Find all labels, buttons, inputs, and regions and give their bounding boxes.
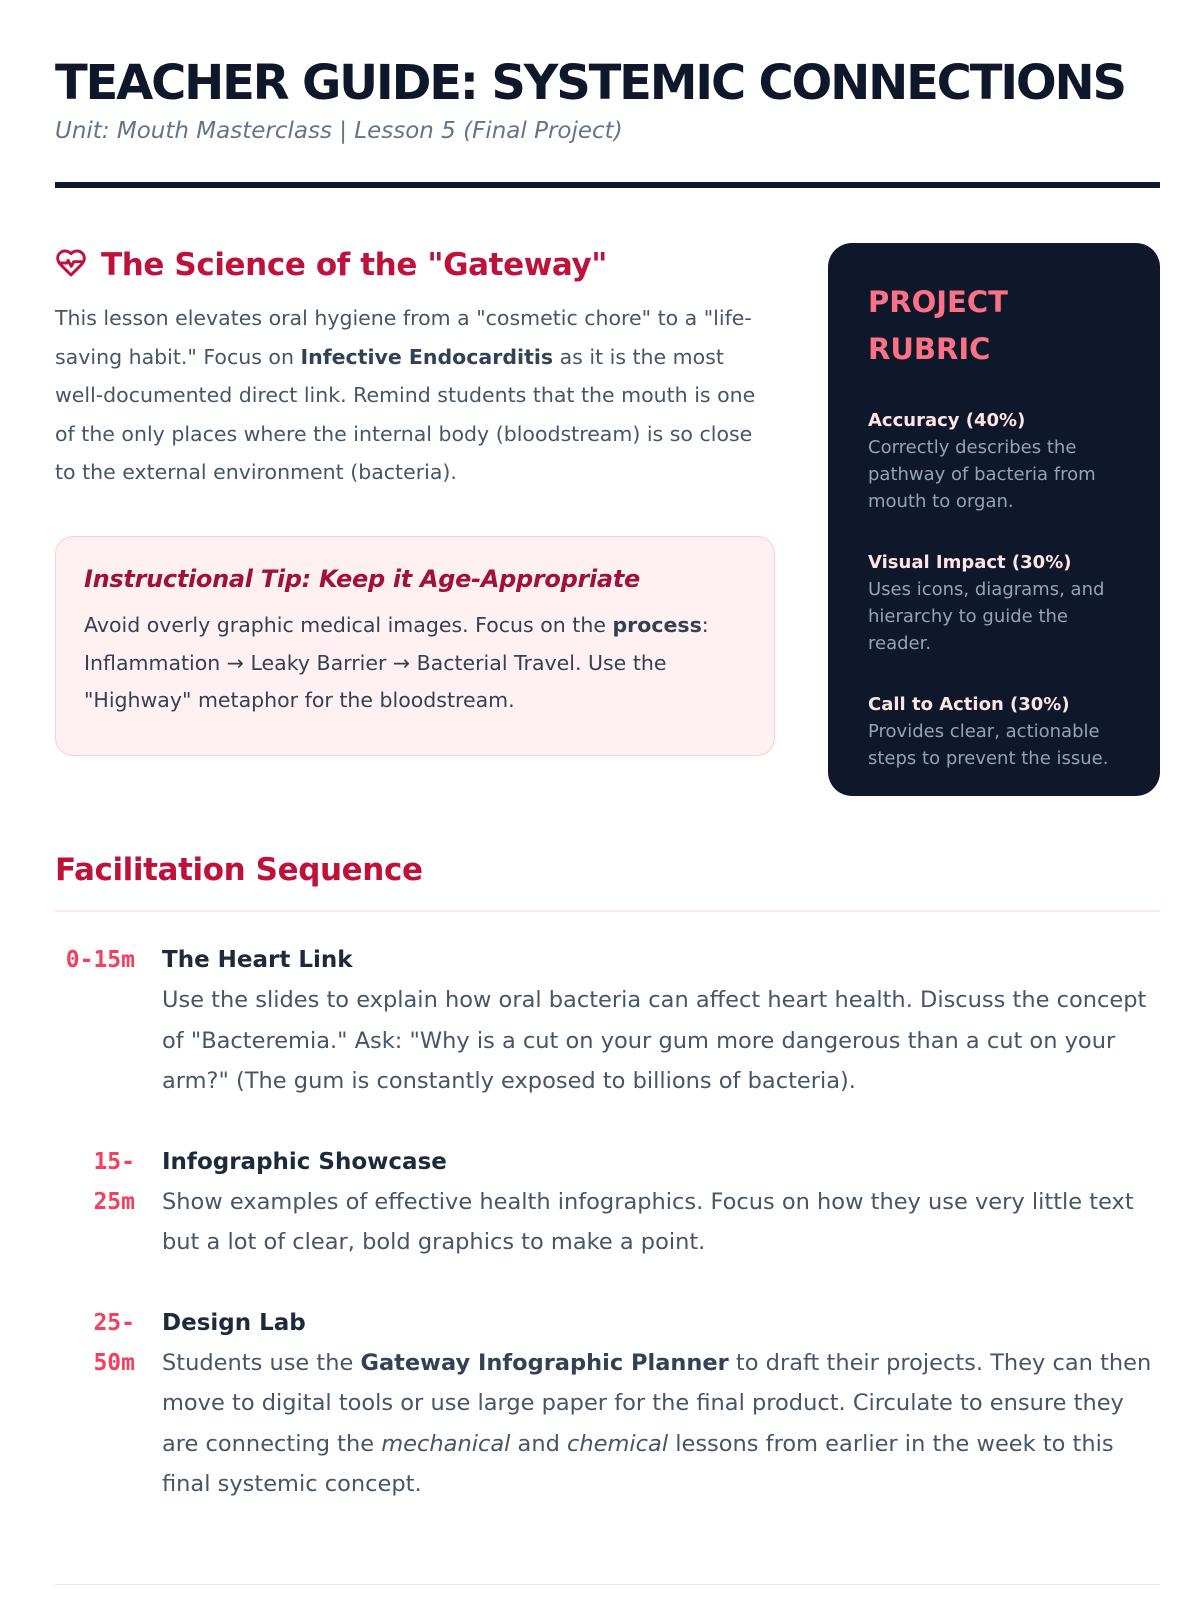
title-divider — [55, 182, 1160, 188]
planner-name: Gateway Infographic Planner — [360, 1349, 729, 1376]
step-design-lab — [55, 1303, 1160, 1505]
instructional-tip-callout — [55, 536, 775, 756]
rubric-item-visual-impact — [868, 549, 1120, 657]
page-subtitle: Unit: Mouth Masterclass | Lesson 5 (Final Project) — [55, 118, 623, 144]
step-time: 25-50m — [93, 1309, 135, 1376]
science-paragraph: This lesson elevates oral hygiene from a "cosmetic chore" to a "life-saving habit." Focus on Infective Endocarditis as it is the most well-documented direct link. Remind students that the mouth is one of the only places where the internal body (bloodstream) is so close to the external environment (bacteria). — [55, 306, 756, 484]
rubric-title: PROJECT RUBRIC — [868, 285, 1008, 366]
rubric-item-description: Provides clear, actionable steps to prevent the issue. — [868, 721, 1109, 769]
step-heart-link — [55, 940, 1160, 1102]
facilitation-steps — [55, 940, 1160, 1545]
rubric-item-description: Uses icons, diagrams, and hierarchy to guide the reader. — [868, 579, 1105, 654]
project-rubric-card — [828, 243, 1160, 796]
infective-endocarditis-term: Infective Endocarditis — [300, 344, 554, 369]
step-description: Show examples of effective health infographics. Focus on how they use very little text but a lot of clear, bold graphics to make a point. — [162, 1188, 1134, 1255]
rubric-item-label: Call to Action (30%) — [868, 694, 1070, 715]
footer-divider — [55, 1584, 1160, 1585]
step-title: The Heart Link — [162, 947, 353, 973]
page-title: TEACHER GUIDE: SYSTEMIC CONNECTIONS — [55, 55, 1125, 111]
mechanical-term: mechanical — [381, 1430, 511, 1457]
tip-body: Avoid overly graphic medical images. Focus on the process: Inflammation → Leaky Barrier → Bacterial Travel. Use the "Highway" metaphor for the bloodstream. — [84, 613, 709, 712]
science-heading: The Science of the "Gateway" — [101, 247, 608, 283]
step-description: Students use the Gateway Infographic Planner to draft their projects. They can then move to digital tools or use large paper for the final product. Circulate to ensure they are connecting the mechanical and chemical lessons from earlier in the week to this final systemic concept. — [162, 1349, 1152, 1497]
step-title: Design Lab — [162, 1309, 306, 1336]
science-heading-row — [55, 245, 775, 285]
process-term: process — [612, 613, 702, 637]
rubric-item-label: Accuracy (40%) — [868, 410, 1026, 431]
tip-title: Instructional Tip: Keep it Age-Appropriate — [84, 565, 640, 593]
rubric-item-accuracy — [868, 407, 1120, 515]
rubric-item-label: Visual Impact (30%) — [868, 552, 1072, 573]
step-description: Use the slides to explain how oral bacteria can affect heart health. Discuss the concept of "Bacteremia." Ask: "Why is a cut on your gum more dangerous than a cut on your arm?" (The gum is constantly exposed to billions of bacteria). — [162, 987, 1147, 1094]
rubric-item-description: Correctly describes the pathway of bacteria from mouth to organ. — [868, 437, 1096, 512]
facilitation-heading: Facilitation Sequence — [55, 852, 423, 888]
heart-pulse-icon — [55, 247, 87, 283]
chemical-term: chemical — [567, 1430, 669, 1457]
step-time: 15-25m — [93, 1148, 135, 1215]
teacher-guide-page — [55, 0, 1160, 1600]
step-time: 0-15m — [65, 947, 135, 973]
step-title: Infographic Showcase — [162, 1148, 447, 1175]
rubric-item-call-to-action — [868, 691, 1120, 772]
facilitation-divider — [55, 910, 1160, 912]
science-section — [55, 245, 775, 712]
step-infographic-showcase — [55, 1142, 1160, 1263]
